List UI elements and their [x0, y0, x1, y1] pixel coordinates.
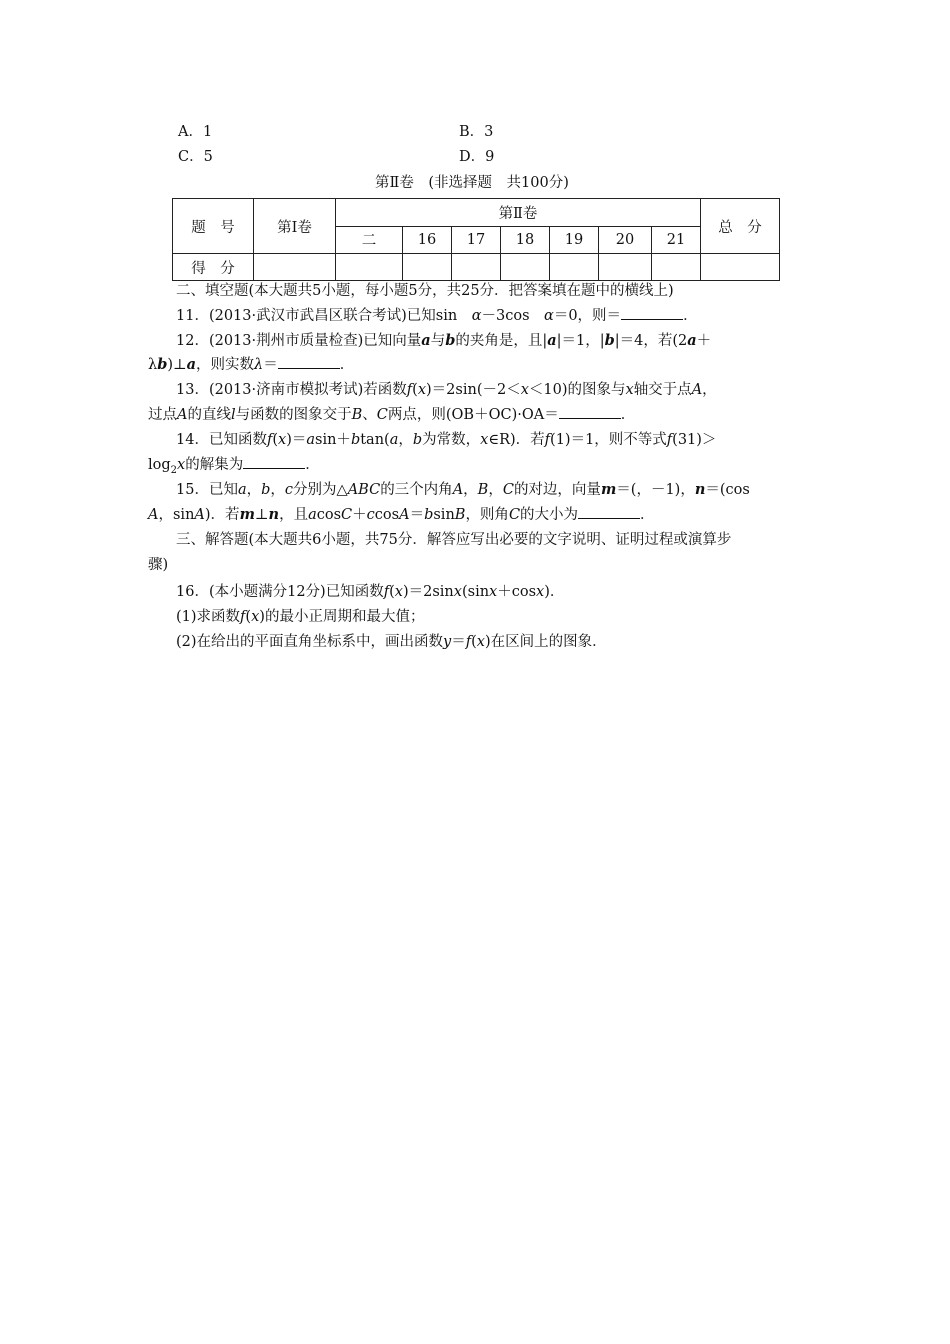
answer-blank: [278, 356, 340, 369]
col-19: 19: [550, 226, 599, 254]
col-17: 17: [452, 226, 501, 254]
question-16-part2: (2)在给出的平面直角坐标系中，画出函数y＝f(x)在区间上的图象．: [176, 634, 607, 650]
question-12-line1: 12．(2013·荆州市质量检查)已知向量a与b的夹角是，且|a|＝1，|b|＝4，若(2a＋: [176, 332, 712, 349]
score-cell: [254, 254, 336, 281]
score-cell: [599, 254, 652, 281]
score-cell: [403, 254, 452, 281]
total-header: 总 分: [701, 199, 780, 254]
score-cell: [652, 254, 701, 281]
col-18: 18: [501, 226, 550, 254]
col-16: 16: [403, 226, 452, 254]
question-13-line2: 过点A的直线l与函数的图象交于B、C两点，则(OB＋OC)·OA＝ ．: [148, 407, 636, 423]
question-12-line2: λb)⊥a，则实数λ＝ ．: [148, 356, 355, 373]
solve-section-heading-cont: 骤): [148, 557, 169, 573]
header-label: 题 号: [173, 199, 254, 254]
question-14-line2: $\log_2x$的解集为 ．: [148, 457, 320, 476]
option-d: D．9: [459, 149, 495, 165]
question-14-line1: 14．已知函数f(x)＝asin＋btan(a，b为常数，x∈R)．若f(1)＝1，则不等式f(31)＞: [176, 432, 717, 448]
question-11: 11．(2013·武汉市武昌区联合考试)已知sin α－3cos α＝0，则＝ ．: [176, 308, 698, 324]
solve-section-heading: 三、解答题(本大题共6小题，共75分．解答应写出必要的文字说明、证明过程或演算步: [176, 532, 732, 548]
col-21: 21: [652, 226, 701, 254]
option-a: A．1: [178, 124, 213, 140]
answer-blank: [559, 406, 621, 419]
answer-blank: [578, 506, 640, 519]
col-2: 二: [336, 226, 403, 254]
question-15-line1: 15．已知a，b，c分别为△ABC的三个内角A，B，C的对边，向量m＝(，－1)，n＝(cos: [176, 481, 750, 498]
option-b: B．3: [459, 124, 494, 140]
question-15-line2: A，sinA)．若m⊥n，且acosC＋ccosA＝bsinB，则角C的大小为 ．: [148, 506, 655, 523]
answer-blank: [621, 307, 683, 320]
score-cell: [336, 254, 403, 281]
col-20: 20: [599, 226, 652, 254]
score-cell: [452, 254, 501, 281]
question-16-part1: (1)求函数f(x)的最小正周期和最大值；: [176, 609, 425, 625]
answer-blank: [243, 456, 305, 469]
question-13-line1: 13．(2013·济南市模拟考试)若函数f(x)＝2sin(－2＜x＜10)的图象与x轴交于点A，: [176, 382, 717, 398]
score-cell: [550, 254, 599, 281]
part2-header: 第Ⅱ卷: [336, 199, 701, 227]
score-cell: [701, 254, 780, 281]
option-c: C．5: [178, 149, 213, 165]
score-label: 得 分: [173, 254, 254, 281]
score-cell: [501, 254, 550, 281]
section2-title: 第Ⅱ卷 (非选择题 共100分): [375, 175, 569, 191]
part1-header: 第Ⅰ卷: [254, 199, 336, 254]
question-16: 16．(本小题满分12分)已知函数f(x)＝2sinx(sinx＋cosx)．: [176, 584, 565, 600]
fill-section-heading: 二、填空题(本大题共5小题，每小题5分，共25分．把答案填在题中的横线上): [176, 283, 674, 299]
score-table: [172, 198, 780, 281]
